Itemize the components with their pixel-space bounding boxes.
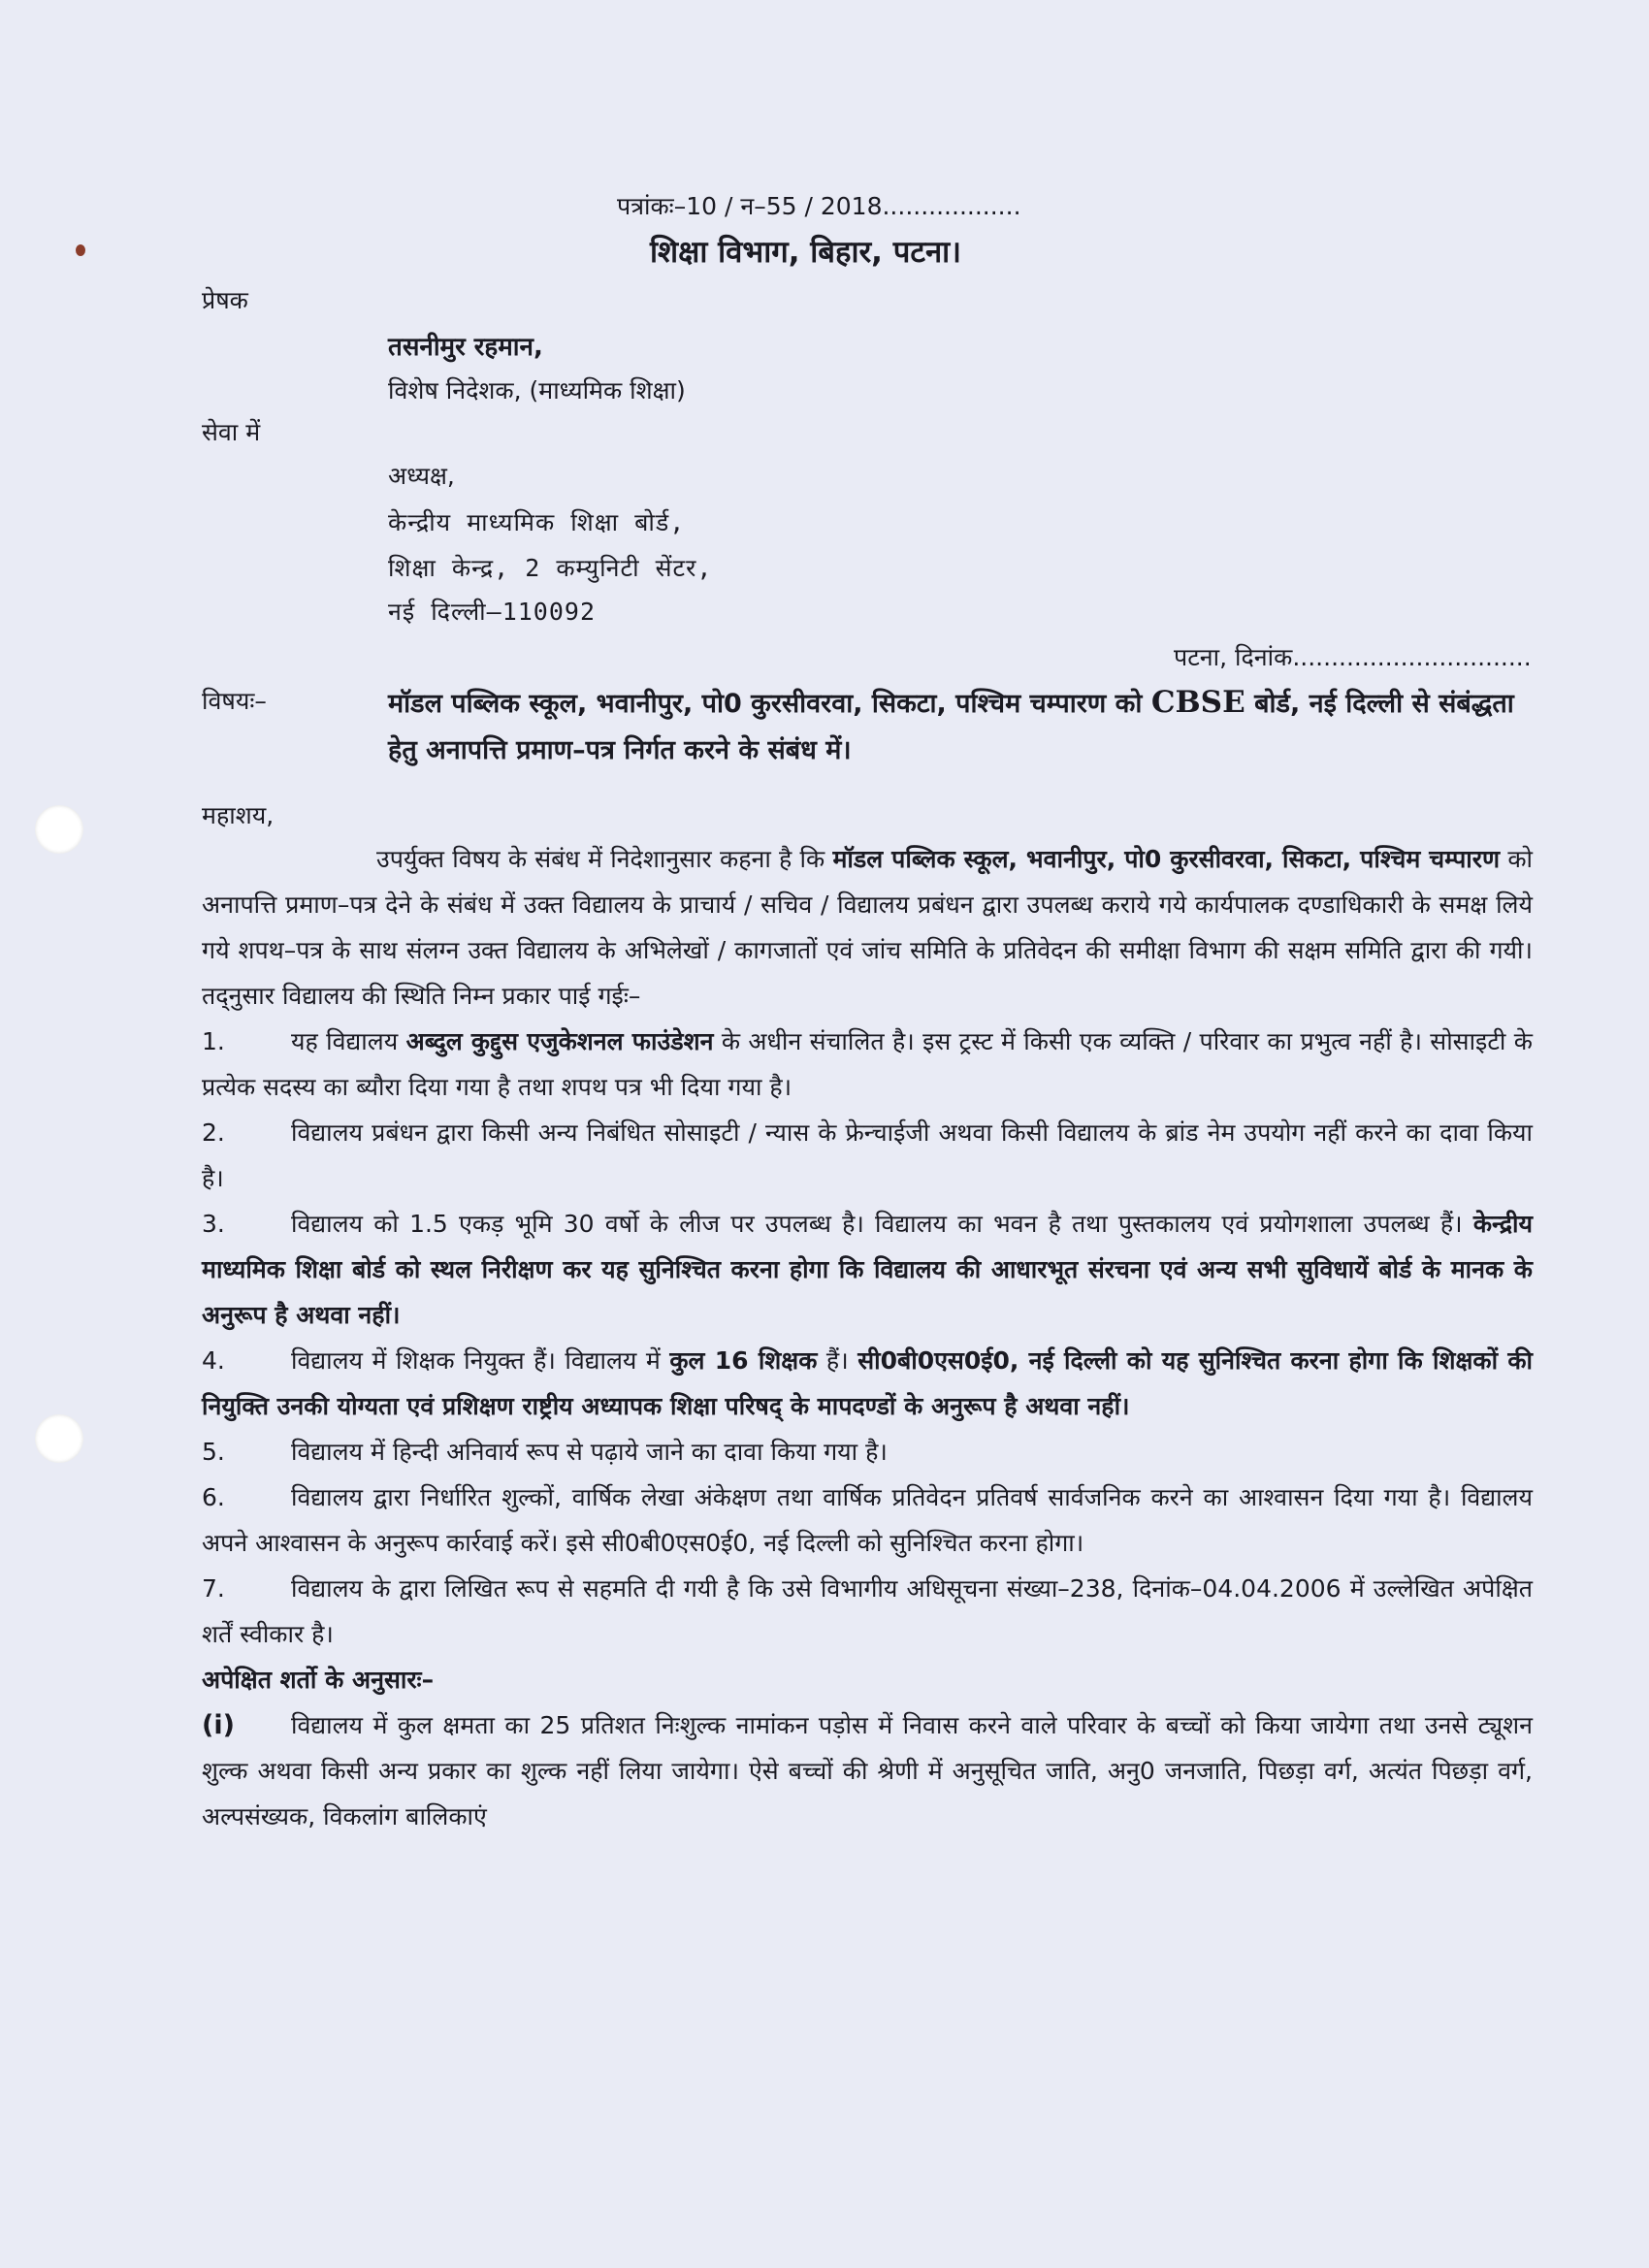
recipient-line: नई दिल्ली–110092 (388, 598, 597, 626)
point-number: 2. (202, 1118, 225, 1147)
point-text: के अधीन संचालित है। इस ट्रस्ट में किसी एक व्यक्ति / परिवार का प्रभुत्व नहीं है। सोसाइटी के प्रत्येक सदस्य का ब्यौरा दिया गया है तथा शपथ पत्र भी दिया गया है। (202, 1027, 1533, 1101)
school-name-bold: मॉडल पब्लिक स्कूल, भवानीपुर, पो0 कुरसीवरवा, सिकटा, पश्चिम चम्पारण (832, 845, 1501, 873)
condition-number: (i) (202, 1710, 235, 1740)
subject-cbse: CBSE (1150, 685, 1245, 720)
point-text: विद्यालय में शिक्षक नियुक्त हैं। विद्यालय में (291, 1346, 670, 1375)
point-4 (202, 1338, 1533, 1429)
point-2 (202, 1110, 1533, 1201)
salutation: महाशय, (202, 801, 275, 829)
condition-i (202, 1702, 1533, 1839)
intro-text: को अनापत्ति प्रमाण–पत्र देने के संबंध में उक्त विद्यालय के प्राचार्य / सचिव / विद्यालय प्रबंधन द्वारा उपलब्ध कराये गये कार्यपालक दण्डाधिकारी के समक्ष लिये गये शपथ–पत्र के साथ संलग्न उक्त विद्यालय के अभिलेखों / कागजातों एवं जांच समिति के प्रतिवेदन की समीक्षा विभाग की सक्षम समिति द्वारा की गयी। तद्नुसार विद्यालय की स्थिति निम्न प्रकार पाई गईः– (202, 845, 1533, 1010)
stain-mark (76, 244, 85, 256)
point-text-bold: सी0बी0एस0ई0, नई दिल्ली को यह सुनिश्चित करना होगा कि शिक्षकों की नियुक्ति उनकी योग्यता एवं प्रशिक्षण राष्ट्रीय अध्यापक शिक्षा परिषद् के मापदण्डों के अनुरूप है अथवा नहीं। (202, 1346, 1533, 1420)
point-text: विद्यालय में हिन्दी अनिवार्य रूप से पढ़ाये जाने का दावा किया गया है। (291, 1438, 888, 1466)
point-number: 6. (202, 1483, 225, 1511)
punch-hole (35, 805, 83, 854)
point-6 (202, 1474, 1533, 1566)
point-text-bold: केन्द्रीय माध्यमिक शिक्षा बोर्ड को स्थल निरीक्षण कर यह सुनिश्चित करना होगा कि विद्यालय की आधारभूत संरचना एवं अन्य सभी सुविधायें बोर्ड के मानक के अनुरूप है अथवा नहीं। (202, 1210, 1533, 1329)
conditions-heading-text: अपेक्षित शर्तो के अनुसारः– (202, 1666, 435, 1694)
place-date: पटना, दिनांक............................... (1174, 643, 1532, 671)
intro-text: उपर्युक्त विषय के संबंध में निदेशानुसार कहना है कि (376, 845, 833, 873)
recipient-label: सेवा में (202, 418, 261, 446)
recipient-line: अध्यक्ष, (388, 462, 455, 490)
point-text: विद्यालय को 1.5 एकड़ भूमि 30 वर्षो के लीज पर उपलब्ध है। विद्यालय का भवन है तथा पुस्तकालय एवं प्रयोगशाला उपलब्ध हैं। (291, 1210, 1473, 1238)
point-text: यह विद्यालय (291, 1027, 406, 1055)
point-text: हैं। (817, 1346, 858, 1375)
point-number: 4. (202, 1346, 225, 1375)
point-number: 5. (202, 1438, 225, 1466)
subject-text-part: बोर्ड, नई दिल्ली से संबंद्धता हेतु अनापत्ति प्रमाण–पत्र निर्गत करने के संबंध में। (388, 689, 1514, 765)
point-text: विद्यालय के द्वारा लिखित रूप से सहमति दी गयी है कि उसे विभागीय अधिसूचना संख्या–238, दिनांक–04.04.2006 में उल्लेखित अपेक्षित शर्तें स्वीकार है। (202, 1574, 1533, 1648)
point-number: 3. (202, 1210, 225, 1238)
point-5 (202, 1429, 1533, 1474)
conditions-heading (202, 1657, 1533, 1702)
point-number: 7. (202, 1574, 225, 1603)
subject-text (388, 679, 1533, 774)
letter-reference-number: पत्रांकः–10 / न–55 / 2018.................. (617, 192, 1021, 220)
recipient-line: शिक्षा केन्द्र, 2 कम्युनिटी सेंटर, (388, 554, 713, 582)
point-3 (202, 1201, 1533, 1338)
sender-designation: विशेष निदेशक, (माध्यमिक शिक्षा) (388, 376, 686, 405)
punch-hole (35, 1414, 83, 1463)
subject-text-part: मॉडल पब्लिक स्कूल, भवानीपुर, पो0 कुरसीवरवा, सिकटा, पश्चिम चम्पारण को (388, 689, 1151, 719)
condition-text: विद्यालय में कुल क्षमता का 25 प्रतिशत निःशुल्क नामांकन पड़ोस में निवास करने वाले परिवार के बच्चों को किया जायेगा तथा उनसे ट्यूशन शुल्क अथवा किसी अन्य प्रकार का शुल्क नहीं लिया जायेगा। ऐसे बच्चों की श्रेणी में अनुसूचित जाति, अनु0 जनजाति, पिछड़ा वर्ग, अत्यंत पिछड़ा वर्ग, अल्पसंख्यक, विकलांग बालिकाएं (202, 1711, 1533, 1831)
point-text: विद्यालय द्वारा निर्धारित शुल्कों, वार्षिक लेखा अंकेक्षण तथा वार्षिक प्रतिवेदन प्रतिवर्ष सार्वजनिक करने का आश्वासन दिया गया है। विद्यालय अपने आश्वासन के अनुरूप कार्रवाई करें। इसे सी0बी0एस0ई0, नई दिल्ली को सुनिश्चित करना होगा। (202, 1483, 1533, 1557)
point-text: विद्यालय प्रबंधन द्वारा किसी अन्य निबंधित सोसाइटी / न्यास के फ्रेन्चाईजी अथवा किसी विद्यालय के ब्रांड नेम उपयोग नहीं करने का दावा किया है। (202, 1118, 1533, 1192)
point-text-bold: कुल 16 शिक्षक (669, 1346, 818, 1375)
point-1 (202, 1019, 1533, 1110)
recipient-line: केन्द्रीय माध्यमिक शिक्षा बोर्ड, (388, 508, 686, 536)
department-name: शिक्षा विभाग, बिहार, पटना। (650, 235, 961, 270)
sender-name: तसनीमुर रहमान, (388, 333, 543, 362)
point-text-bold: अब्दुल कुद्दुस एजुकेशनल फाउंडेशन (405, 1027, 714, 1055)
intro-paragraph (202, 836, 1533, 1019)
point-7 (202, 1566, 1533, 1657)
sender-label: प्रेषक (202, 286, 248, 314)
subject-label: विषयः– (202, 687, 267, 715)
point-number: 1. (202, 1027, 225, 1055)
letter-body (202, 836, 1533, 1839)
